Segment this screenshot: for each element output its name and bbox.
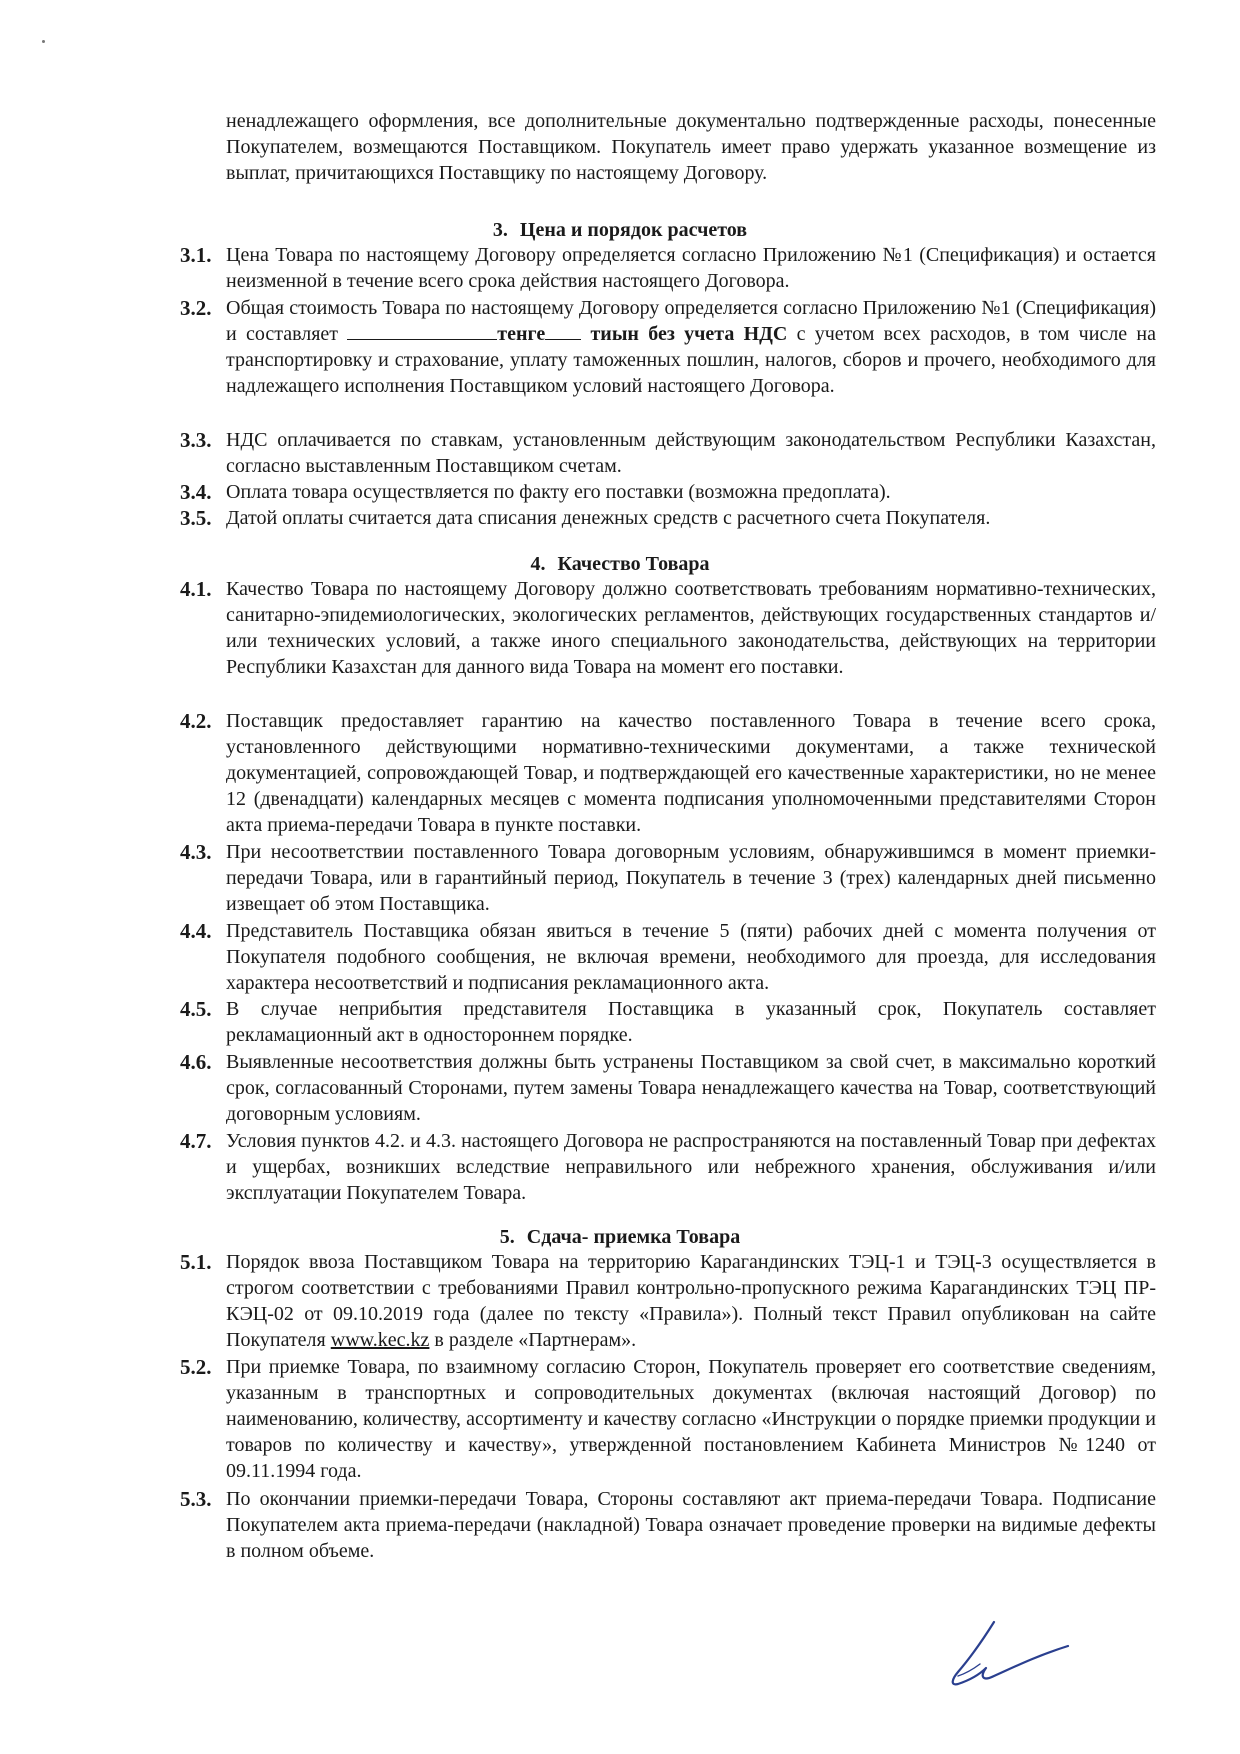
clause-text: Цена Товара по настоящему Договору определяется согласно Приложению №1 (Спецификация) и остается неизменной в течение всего срока действия настоящего Договора. [226, 244, 1156, 292]
clause-number: 3.2. [180, 296, 212, 320]
clause-number: 3.5. [180, 506, 212, 530]
clause-3-2 [180, 295, 1156, 399]
clause-text-end: с учетом всех расходов, в том числе на транспортировку и страхование, уплату таможенных пошлин, налогов, сборов и прочего, необходимого для надлежащего исполнения Поставщиком условий настоящего Договора. [226, 323, 1157, 397]
section-4-title: Качество Товара [557, 553, 710, 575]
section-4-heading [0, 552, 1240, 576]
clause-3-4 [180, 479, 1156, 505]
clause-number: 4.1. [180, 577, 212, 601]
clause-number: 4.6. [180, 1050, 212, 1074]
clause-text-start: Порядок ввоза Поставщиком Товара на территорию Карагандинских ТЭЦ-1 и ТЭЦ-3 осуществляется в строгом соответствии с требованиями Правил контрольно-пропускного режима Карагандинских ТЭЦ ПР-КЭЦ-02 от 09.10.2019 года (далее по тексту «Правила»). Полный текст Правил опубликован на сайте Покупателя [226, 1251, 1156, 1351]
clause-number: 5.1. [180, 1250, 212, 1274]
clause-number: 3.3. [180, 428, 212, 452]
clause-text: Выявленные несоответствия должны быть устранены Поставщиком за свой счет, в максимально короткий срок, согласованный Сторонами, путем замены Товара ненадлежащего качества на Товар, соответствующий договорным условиям. [226, 1051, 1156, 1125]
clause-text: Представитель Поставщика обязан явиться в течение 5 (пяти) рабочих дней с момента получения от Покупателя подобного сообщения, не включая времени, необходимого для проезда, для исследования характера несоответствий и подписания рекламационного акта. [226, 920, 1156, 994]
clause-4-3 [180, 839, 1156, 917]
amount-blank [347, 321, 497, 340]
clause-5-2 [180, 1354, 1156, 1484]
clause-text: Поставщик предоставляет гарантию на качество поставленного Товара в течение всего срока, установленного действующими нормативно-техническими документами, а также технической документацией, сопровождающей Товар, и подтверждающей его качественные характеристики, но не менее 12 (двенадцати) календарных месяцев с момента подписания уполномоченными представителями Сторон акта приема-передачи Товара в пункте поставки. [226, 710, 1156, 836]
clause-4-7 [180, 1128, 1156, 1206]
signature-mark [940, 1616, 1080, 1696]
clause-number: 3.1. [180, 243, 212, 267]
clause-number: 4.2. [180, 709, 212, 733]
tenge-label: тенге [497, 323, 546, 345]
clause-text-start: Общая стоимость Товара по настоящему Договору определяется согласно Приложению №1 (Спецификация) и составляет [226, 297, 1156, 345]
clause-text: При несоответствии поставленного Товара договорным условиям, обнаружившимся в момент приемки-передачи Товара, или в гарантийный период, Покупатель в течение 3 (трех) календарных дней письменно извещает об этом Поставщика. [226, 841, 1156, 915]
clause-number: 4.7. [180, 1129, 212, 1153]
clause-text: Датой оплаты считается дата списания денежных средств с расчетного счета Покупателя. [226, 507, 991, 529]
clause-5-3 [180, 1486, 1156, 1564]
clause-3-1 [180, 242, 1156, 294]
tiyn-label: тиын без учета НДС [590, 323, 788, 345]
scan-speck [42, 40, 45, 43]
clause-text: НДС оплачивается по ставкам, установленным действующим законодательством Республики Казахстан, согласно выставленным Поставщиком счетам. [226, 429, 1156, 477]
clause-4-1 [180, 576, 1156, 680]
intro-paragraph: ненадлежащего оформления, все дополнительные документально подтвержденные расходы, понесенные Покупателем, возмещаются Поставщиком. Покупатель имеет право удержать указанное возмещение из выплат, причитающихся Поставщику по настоящему Договору. [226, 110, 1156, 184]
clause-number: 5.2. [180, 1355, 212, 1379]
section-5-number: 5. [499, 1226, 515, 1248]
clause-text: Качество Товара по настоящему Договору должно соответствовать требованиям нормативно-технических, санитарно-эпидемиологических, экологических регламентов, действующих государственных стандартов и/или технических условий, а также иного специального законодательства, действующих на территории Республики Казахстан для данного вида Товара на момент его поставки. [226, 578, 1156, 678]
section-3-title: Цена и порядок расчетов [519, 219, 748, 241]
clause-number: 4.5. [180, 997, 212, 1021]
clause-text [226, 295, 1156, 399]
section-5-heading [0, 1225, 1240, 1249]
clause-text: При приемке Товара, по взаимному согласию Сторон, Покупатель проверяет его соответствие сведениям, указанным в транспортных и сопроводительных документах (включая настоящий Договор) по наименованию, количеству, ассортименту и качеству согласно «Инструкции о порядке приемки продукции и товаров по количеству и качеству», утвержденной постановлением Кабинета Министров №1240 от 09.11.1994 года. [226, 1356, 1156, 1482]
clause-text-end: в разделе «Партнерам». [434, 1329, 637, 1351]
clause-text: В случае неприбытия представителя Поставщика в указанный срок, Покупатель составляет рекламационный акт в одностороннем порядке. [226, 998, 1156, 1046]
tiyn-blank [545, 321, 581, 340]
clause-text: По окончании приемки-передачи Товара, Стороны составляют акт приема-передачи Товара. Подписание Покупателем акта приема-передачи (накладной) Товара означает проведение проверки на видимые дефекты в полном объеме. [226, 1488, 1156, 1562]
clause-4-2 [180, 708, 1156, 838]
clause-number: 3.4. [180, 480, 212, 504]
clause-5-1 [180, 1249, 1156, 1353]
clause-text: Оплата товара осуществляется по факту его поставки (возможна предоплата). [226, 481, 891, 503]
clause-number: 4.4. [180, 919, 212, 943]
clause-4-4 [180, 918, 1156, 996]
clause-number: 4.3. [180, 840, 212, 864]
clause-text: Условия пунктов 4.2. и 4.3. настоящего Договора не распространяются на поставленный Товар при дефектах и ущербах, возникших вследствие неправильного или небрежного хранения, обслуживания и/или эксплуатации Покупателем Товара. [226, 1130, 1156, 1204]
clause-3-5 [180, 505, 1156, 531]
clause-4-6 [180, 1049, 1156, 1127]
clause-text [226, 1249, 1156, 1353]
section-4-number: 4. [530, 553, 546, 575]
section-3-heading [0, 218, 1240, 242]
clause-4-5 [180, 996, 1156, 1048]
clause-number: 5.3. [180, 1487, 212, 1511]
clause-3-3 [180, 427, 1156, 479]
section-5-title: Сдача- приемка Товара [526, 1226, 741, 1248]
website-link[interactable]: www.kec.kz [330, 1329, 430, 1351]
section-3-number: 3. [492, 219, 508, 241]
